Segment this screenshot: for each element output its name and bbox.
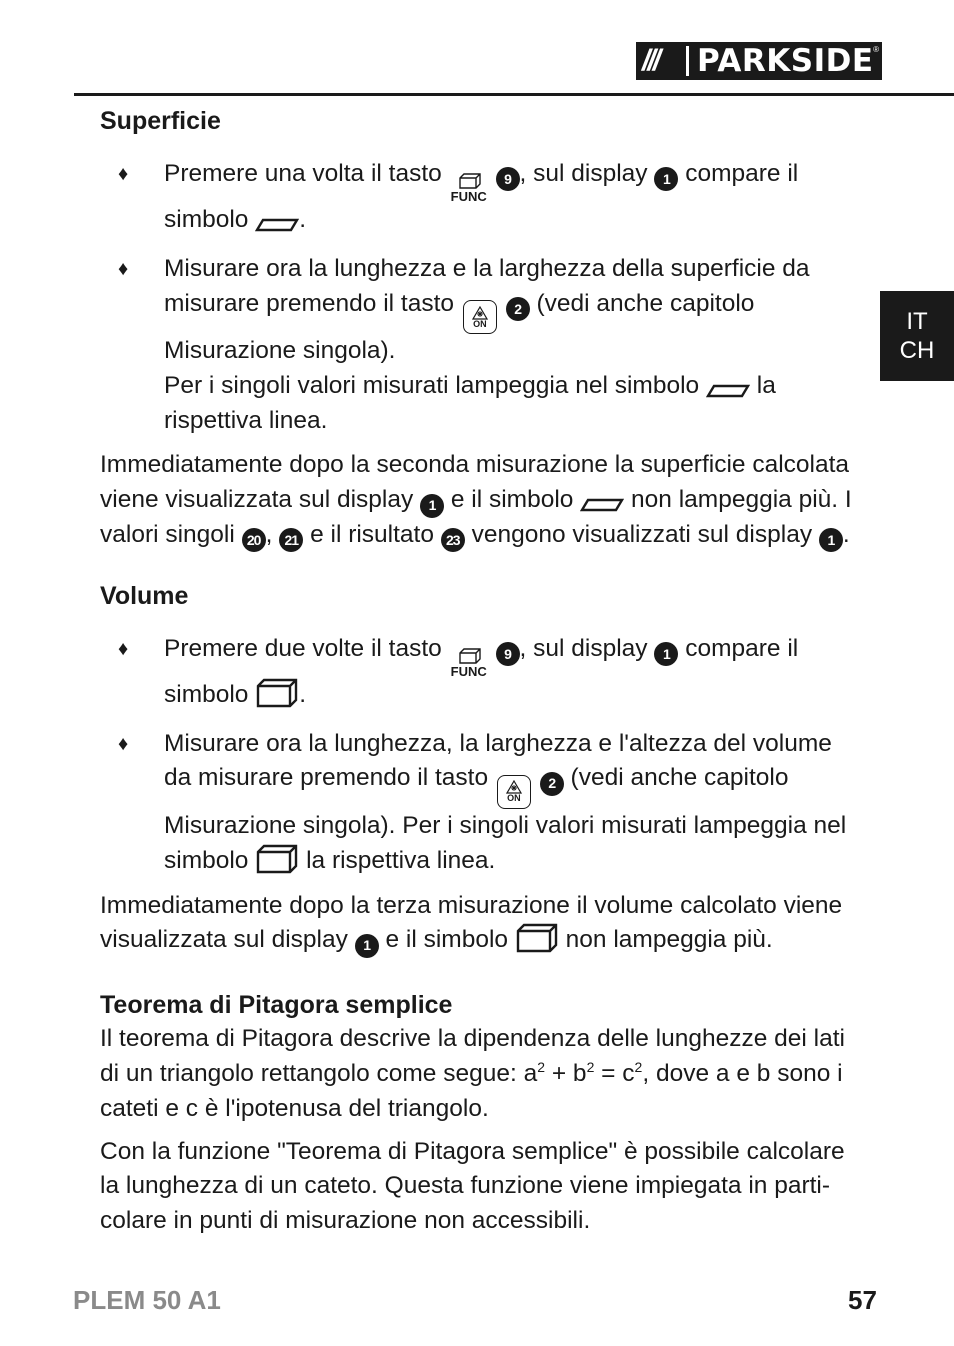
ref-value-21: 21 [279, 528, 303, 552]
paragraph: Immediatamente dopo la seconda misurazione la superficie calcolata viene visualizzata sul display 1 e il simbolo non lampeggia più. I valori singoli 20 , 21 e il risultato 23 vengono visualizzati sul display 1 . [100, 448, 860, 552]
parkside-logo [636, 42, 882, 80]
func-key-icon: FUNC [451, 648, 487, 678]
header-rule [74, 93, 954, 96]
volume-symbol-icon [255, 678, 299, 708]
footer-model: PLEM 50 A1 [73, 1285, 221, 1315]
bullet-icon: ♦ [118, 257, 129, 280]
ref-display: 1 [355, 934, 379, 958]
bullet-icon: ♦ [118, 163, 129, 185]
area-symbol-icon [255, 217, 299, 233]
heading-superficie: Superficie [100, 107, 221, 135]
ref-display: 1 [819, 528, 843, 552]
logo-slashes: /// [642, 44, 659, 77]
heading-volume: Volume [100, 581, 189, 610]
volume-symbol-icon [255, 844, 299, 874]
language-tab [880, 291, 954, 381]
logo-divider [686, 46, 689, 76]
on-key-icon: ON [463, 300, 497, 334]
func-key-icon: FUNC [451, 173, 487, 203]
lang-it: IT [906, 308, 928, 335]
volume-symbol-icon [515, 923, 559, 953]
bullet-icon: ♦ [118, 637, 129, 660]
area-symbol-icon [706, 383, 750, 399]
page-number: 57 [848, 1285, 877, 1315]
logo-text: PARKSIDE [697, 43, 874, 79]
ref-on-key: 2 [540, 772, 564, 796]
on-key-icon: ON [497, 775, 531, 809]
page-content [100, 104, 860, 1239]
ref-display: 1 [420, 494, 444, 518]
ref-func-key: 9 [496, 167, 520, 191]
ref-on-key: 2 [506, 297, 530, 321]
bullet-icon: ♦ [118, 732, 129, 755]
ref-display: 1 [654, 642, 678, 666]
list-item: ♦ Premere due volte il tasto FUNC 9 , sul display 1 compare il simbolo . [100, 632, 860, 713]
ref-func-key: 9 [496, 642, 520, 666]
list-item: ♦ Misurare ora la lunghezza, la larghezza e l'altezza del volume da misurare premendo il tasto ON 2 (vedi anche capitolo Misurazione singola). Per i singoli valori misurati lampeggia nel simbolo la rispettiva linea. [100, 727, 860, 879]
heading-pitagora: Teorema di Pitagora semplice [100, 991, 453, 1020]
logo-registered: ® [873, 45, 879, 54]
ref-value-20: 20 [242, 528, 266, 552]
area-symbol-icon [580, 497, 624, 513]
paragraph: Con la funzione "Teorema di Pitagora semplice" è possibile calcolare la lunghezza di un cateto. Questa funzione viene impiegata in parti-colare in punti di misurazione non accessibili. [100, 1137, 845, 1235]
ref-display: 1 [654, 167, 678, 191]
list-item: ♦ Premere una volta il tasto FUNC 9 , sul display 1 compare il simbolo . [100, 157, 860, 238]
paragraph: Il teorema di Pitagora descrive la dipendenza delle lunghezze dei lati di un triangolo rettangolo come segue: $a^2 + b^2 = c^2$, dove a e b sono i cateti e c è l'ipotenusa del triangolo. [100, 1025, 845, 1122]
list-item: ♦ Misurare ora la lunghezza e la larghezza della superficie da misurare premendo il tasto ON 2 (vedi anche capitolo Misurazione singola). Per i singoli valori misurati lampeggia nel simbolo la rispettiva linea. [100, 252, 860, 439]
paragraph: Immediatamente dopo la terza misurazione il volume calcolato viene visualizzata sul display 1 e il simbolo non lampeggia più. [100, 889, 860, 959]
ref-result-23: 23 [441, 528, 465, 552]
lang-ch: CH [899, 337, 935, 364]
